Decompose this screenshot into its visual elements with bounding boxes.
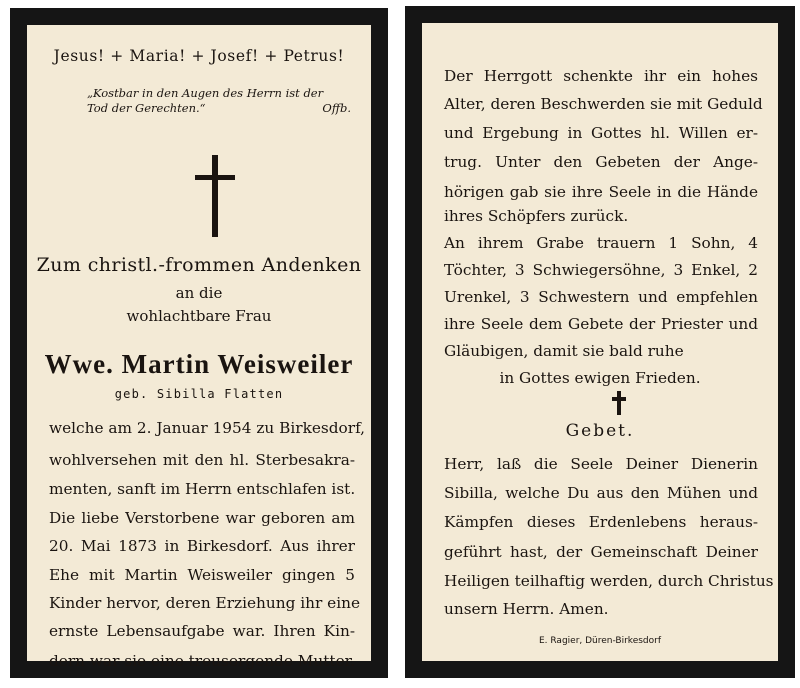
body-line: Gläubigen, damit sie bald ruhe (444, 342, 684, 360)
body-line: Töchter, 3 Schwiegersöhne, 3 Enkel, 2 (444, 261, 758, 279)
body-line: Ehe mit Martin Weisweiler gingen 5 (49, 566, 355, 584)
bible-quote-source: Offb. (322, 101, 351, 115)
body-line: menten, sanft im Herrn entschlafen ist. (49, 480, 356, 498)
body-line: und Ergebung in Gottes hl. Willen er- (444, 124, 758, 142)
body-line: ihres Schöpfers zurück. (444, 207, 629, 225)
printer-imprint: E. Ragier, Düren-Birkesdorf (538, 636, 662, 646)
prayer-line: Sibilla, welche Du aus den Mühen und (444, 484, 758, 502)
body-line: dern war sie eine treusorgende Mutter. (49, 652, 356, 670)
prayer-line: unsern Herrn. Amen. (444, 600, 609, 618)
body-line: Die liebe Verstorbene war geboren am (49, 509, 355, 527)
body-line: hörigen gab sie ihre Seele in die Hände (444, 183, 758, 201)
body-line: ihre Seele dem Gebete der Priester und (444, 315, 758, 333)
body-line: welche am 2. Januar 1954 zu Birkesdorf, (49, 419, 366, 437)
prayer-line: geführt hast, der Gemeinschaft Deiner (444, 543, 758, 561)
invocation: Jesus! + Maria! + Josef! + Petrus! (53, 47, 345, 65)
maiden-name: geb. Sibilla Flatten (114, 387, 284, 401)
prayer-title: Gebet. (565, 421, 635, 441)
memorial-card-front (10, 8, 388, 678)
body-line: Urenkel, 3 Schwestern und empfehlen (444, 288, 758, 306)
memorial-card-back (405, 6, 795, 678)
body-line: ernste Lebensaufgabe war. Ihren Kin- (49, 622, 355, 640)
bible-quote-line-2 (87, 101, 351, 115)
bible-quote-text: Tod der Gerechten.“ (87, 101, 206, 115)
body-line: trug. Unter den Gebeten der Ange- (444, 153, 758, 171)
body-line: 20. Mai 1873 in Birkesdorf. Aus ihrer (49, 537, 355, 555)
epithet-text: wohlachtbare Frau (126, 307, 272, 325)
body-line: in Gottes ewigen Frieden. (499, 369, 701, 387)
body-line: An ihrem Grabe trauern 1 Sohn, 4 (444, 234, 758, 252)
body-line: Der Herrgott schenkte ihr ein hohes (444, 67, 758, 85)
small-cross-icon (612, 391, 626, 415)
prayer-line: Herr, laß die Seele Deiner Dienerin (444, 455, 758, 473)
deceased-name: Wwe. Martin Weisweiler (44, 349, 354, 379)
bible-quote-line-1: „Kostbar in den Augen des Herrn ist der (87, 86, 324, 100)
an-die-text: an die (175, 284, 223, 302)
body-line: Alter, deren Beschwerden sie mit Geduld (444, 95, 763, 113)
body-line: Kinder hervor, deren Erziehung ihr eine (49, 594, 361, 612)
prayer-line: Heiligen teilhaftig werden, durch Christus (444, 572, 774, 590)
cross-icon (195, 155, 235, 237)
prayer-line: Kämpfen dieses Erdenlebens heraus- (444, 513, 758, 531)
memorial-heading: Zum christl.-frommen Andenken (36, 254, 362, 276)
body-line: wohlversehen mit den hl. Sterbesakra- (49, 451, 355, 469)
